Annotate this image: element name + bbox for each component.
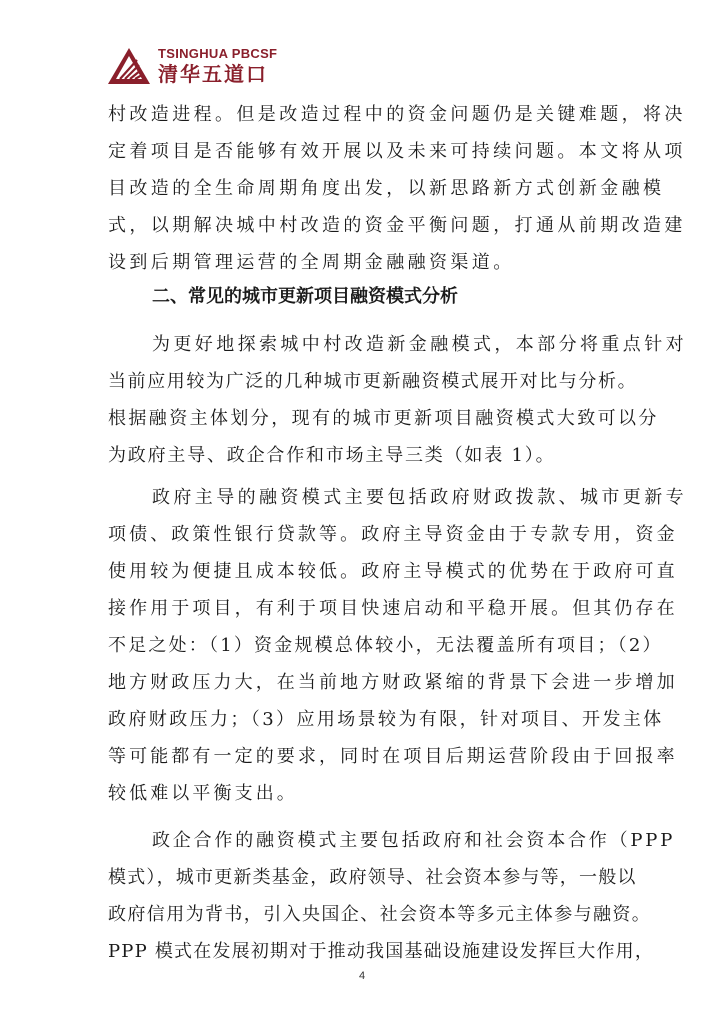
logo-english-text: TSINGHUA PBCSF	[158, 46, 278, 61]
text-line: 定着项目是否能够有效开展以及未来可持续问题。本文将从项	[108, 141, 686, 162]
text-line: 项债、政策性银行贷款等。政府主导资金由于专款专用，资金	[108, 524, 678, 545]
text-line: 目改造的全生命周期角度出发，以新思路新方式创新金融模	[108, 178, 665, 199]
text-line: 式，以期解决城中村改造的资金平衡问题，打通从前期改造建	[108, 215, 686, 236]
text-line: 政府信用为背书，引入央国企、社会资本等多元主体参与融资。	[108, 904, 652, 925]
page-number: 4	[358, 970, 366, 982]
text-line: 政府主导的融资模式主要包括政府财政拨款、城市更新专	[152, 487, 687, 508]
text-line: 设到后期管理运营的全周期金融融资渠道。	[108, 252, 515, 273]
text-line: 不足之处：（1）资金规模总体较小，无法覆盖所有项目；（2）	[108, 635, 663, 656]
text-line: 政府财政压力；（3）应用场景较为有限，针对项目、开发主体	[108, 709, 664, 730]
tsinghua-pbcsf-logo-icon	[106, 46, 152, 86]
section-heading: 二、常见的城市更新项目融资模式分析	[152, 286, 458, 307]
logo-chinese-text: 清华五道口	[158, 62, 268, 86]
text-line: 为政府主导、政企合作和市场主导三类（如表 1）。	[108, 445, 556, 466]
text-line: 政企合作的融资模式主要包括政府和社会资本合作（PPP	[152, 830, 676, 851]
text-line: 地方财政压力大，在当前地方财政紧缩的背景下会进一步增加	[108, 672, 678, 693]
text-line: 等可能都有一定的要求，同时在项目后期运营阶段由于回报率	[108, 746, 678, 767]
text-line: PPP 模式在发展初期对于推动我国基础设施建设发挥巨大作用，	[108, 941, 655, 962]
text-line: 模式），城市更新类基金，政府领导、社会资本参与等，一般以	[108, 867, 637, 888]
text-line: 接作用于项目，有利于项目快速启动和平稳开展。但其仍存在	[108, 598, 678, 619]
text-line: 当前应用较为广泛的几种城市更新融资模式展开对比与分析。	[108, 371, 638, 392]
text-line: 较低难以平衡支出。	[108, 783, 298, 804]
text-line: 使用较为便捷且成本较低。政府主导模式的优势在于政府可直	[108, 561, 678, 582]
text-line: 村改造进程。但是改造过程中的资金问题仍是关键难题，将决	[108, 104, 686, 125]
text-line: 根据融资主体划分，现有的城市更新项目融资模式大致可以分	[108, 408, 659, 429]
header-logo	[106, 46, 277, 86]
text-line: 为更好地探索城中村改造新金融模式，本部分将重点针对	[152, 334, 687, 355]
